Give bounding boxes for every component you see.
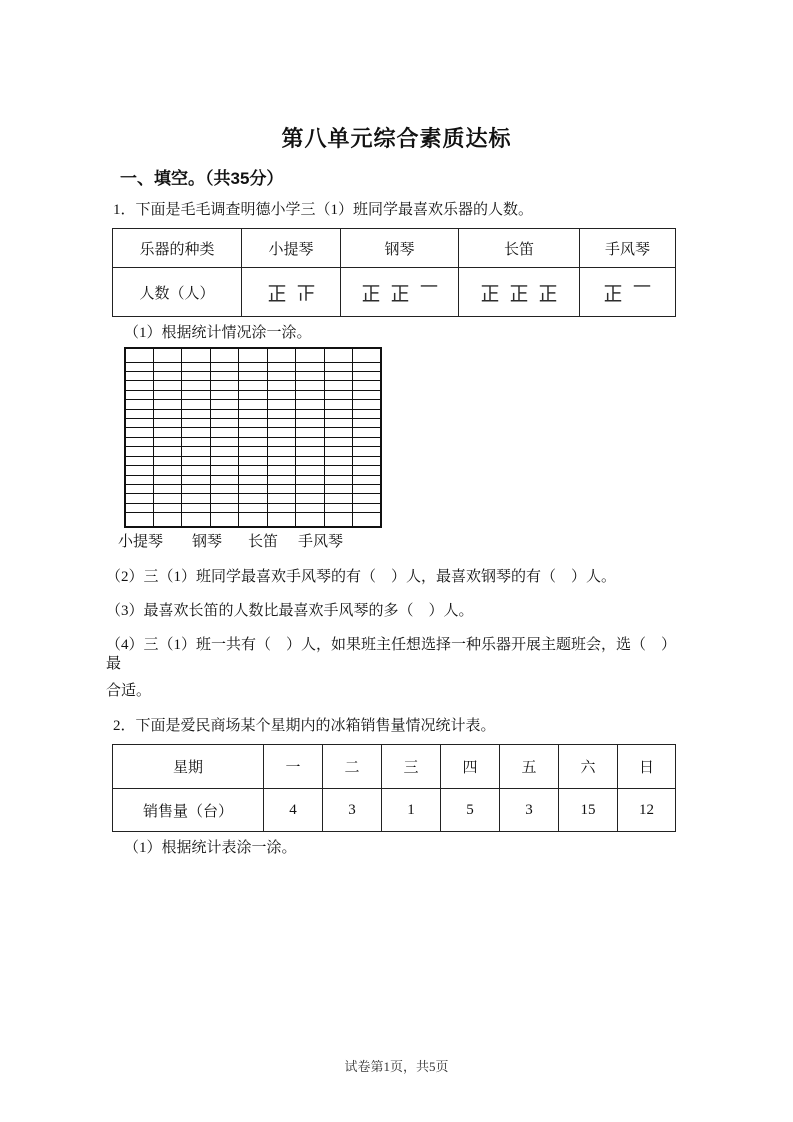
grid-cell — [353, 513, 382, 527]
grid-cell — [296, 419, 324, 428]
grid-cell — [324, 475, 352, 484]
page-content — [106, 0, 687, 858]
grid-cell — [153, 372, 181, 381]
day-sat: 六 — [559, 745, 618, 789]
grid-row — [125, 475, 381, 484]
grid-cell — [324, 400, 352, 409]
question-1-sub-3: （3）最喜欢长笛的人数比最喜欢手风琴的多（ ）人。 — [106, 603, 474, 619]
sales-thu: 5 — [441, 789, 500, 832]
instrument-type-header: 乐器的种类 — [113, 229, 242, 268]
grid-row — [125, 372, 381, 381]
tally-flute — [459, 268, 579, 316]
grid-cell — [125, 475, 153, 484]
grid-row — [125, 348, 381, 362]
grid-cell — [239, 437, 267, 446]
grid-cell — [153, 456, 181, 465]
grid-row — [125, 466, 381, 475]
grid-row — [125, 381, 381, 390]
grid-cell — [182, 437, 210, 446]
grid-cell — [153, 390, 181, 399]
grid-cell — [353, 409, 382, 418]
grid-cell — [239, 409, 267, 418]
grid-cell — [182, 419, 210, 428]
grid-label-accordion: 手风琴 — [298, 534, 344, 550]
grid-cell — [153, 381, 181, 390]
grid-cell — [353, 400, 382, 409]
grid-row — [125, 494, 381, 503]
grid-cell — [296, 513, 324, 527]
tally-mark — [538, 281, 558, 304]
grid-cell — [125, 456, 153, 465]
table-row — [113, 789, 676, 832]
grid-cell — [125, 362, 153, 371]
day-fri: 五 — [500, 745, 559, 789]
grid-cell — [353, 419, 382, 428]
grid-cell — [324, 419, 352, 428]
grid-label-violin: 小提琴 — [118, 534, 164, 550]
grid-cell — [210, 381, 238, 390]
grid-cell — [324, 390, 352, 399]
people-count-header: 人数（人） — [113, 268, 242, 317]
instrument-violin-header: 小提琴 — [242, 229, 341, 268]
tally-accordion — [580, 268, 675, 316]
tally-mark — [296, 281, 316, 304]
grid-row — [125, 400, 381, 409]
grid-cell — [324, 437, 352, 446]
instruments-survey-table — [112, 228, 676, 317]
grid-axis-labels — [106, 528, 376, 552]
grid-cell — [267, 409, 295, 418]
grid-row — [125, 419, 381, 428]
grid-cell — [324, 381, 352, 390]
grid-cell — [239, 456, 267, 465]
grid-cell — [353, 390, 382, 399]
grid-cell — [353, 348, 382, 362]
grid-cell — [182, 428, 210, 437]
question-2-sub-1: （1）根据统计表涂一涂。 — [124, 840, 297, 856]
grid-cell — [239, 400, 267, 409]
sales-wed: 1 — [382, 789, 441, 832]
grid-cell — [267, 503, 295, 512]
grid-cell — [267, 494, 295, 503]
grid-cell — [210, 447, 238, 456]
grid-cell — [239, 362, 267, 371]
grid-cell — [296, 494, 324, 503]
grid-cell — [267, 348, 295, 362]
grid-row — [125, 437, 381, 446]
tally-mark — [632, 281, 652, 304]
grid-cell — [324, 372, 352, 381]
grid-cell — [182, 348, 210, 362]
tally-mark — [419, 281, 439, 304]
grid-cell — [239, 428, 267, 437]
grid-cell — [267, 428, 295, 437]
grid-cell — [324, 447, 352, 456]
grid-cell — [125, 437, 153, 446]
grid-cell — [239, 466, 267, 475]
grid-cell — [267, 372, 295, 381]
section-heading-fill-blanks: 一、填空。（共35分） — [120, 169, 284, 188]
grid-cell — [153, 409, 181, 418]
grid-cell — [353, 484, 382, 493]
question-1-intro: 1．下面是毛毛调查明德小学三（1）班同学最喜欢乐器的人数。 — [113, 202, 534, 218]
grid-cell — [353, 503, 382, 512]
day-tue: 二 — [323, 745, 382, 789]
grid-cell — [296, 437, 324, 446]
grid-cell — [324, 428, 352, 437]
grid-cell — [210, 494, 238, 503]
tally-mark — [480, 281, 500, 304]
page-footer: 试卷第1页，共5页 — [344, 1059, 449, 1074]
grid-row — [125, 447, 381, 456]
tally-mark — [267, 281, 287, 304]
grid-cell — [296, 428, 324, 437]
tally-mark — [390, 281, 410, 304]
grid-cell — [353, 456, 382, 465]
day-thu: 四 — [441, 745, 500, 789]
grid-cell — [210, 348, 238, 362]
grid-cell — [210, 390, 238, 399]
grid-cell — [267, 447, 295, 456]
tally-piano — [341, 268, 458, 316]
tally-mark — [509, 281, 529, 304]
grid-cell — [267, 362, 295, 371]
grid-cell — [296, 475, 324, 484]
grid-row — [125, 503, 381, 512]
grid-cell — [267, 484, 295, 493]
grid-cell — [125, 447, 153, 456]
grid-cell — [210, 428, 238, 437]
grid-cell — [210, 475, 238, 484]
tally-grid-table — [124, 347, 382, 528]
grid-cell — [182, 372, 210, 381]
grid-cell — [182, 494, 210, 503]
grid-cell — [296, 381, 324, 390]
grid-row — [125, 484, 381, 493]
grid-cell — [267, 437, 295, 446]
grid-cell — [267, 513, 295, 527]
grid-cell — [239, 372, 267, 381]
grid-cell — [267, 419, 295, 428]
grid-cell — [125, 503, 153, 512]
grid-row — [125, 409, 381, 418]
day-wed: 三 — [382, 745, 441, 789]
grid-cell — [182, 362, 210, 371]
question-1-sub-1: （1）根据统计情况涂一涂。 — [124, 325, 312, 341]
grid-cell — [296, 400, 324, 409]
grid-cell — [239, 513, 267, 527]
grid-cell — [210, 362, 238, 371]
grid-cell — [210, 409, 238, 418]
grid-cell — [125, 419, 153, 428]
grid-cell — [125, 513, 153, 527]
weekday-header: 星期 — [113, 745, 264, 789]
grid-cell — [153, 475, 181, 484]
grid-cell — [182, 475, 210, 484]
question-1-sub-2: （2）三（1）班同学最喜欢手风琴的有（ ）人，最喜欢钢琴的有（ ）人。 — [106, 569, 617, 585]
sales-sat: 15 — [559, 789, 618, 832]
grid-cell — [210, 503, 238, 512]
grid-cell — [153, 362, 181, 371]
grid-cell — [296, 484, 324, 493]
grid-cell — [296, 503, 324, 512]
grid-row — [125, 513, 381, 527]
grid-cell — [267, 381, 295, 390]
sales-mon: 4 — [264, 789, 323, 832]
grid-cell — [324, 409, 352, 418]
grid-row — [125, 390, 381, 399]
grid-cell — [182, 484, 210, 493]
grid-cell — [353, 475, 382, 484]
grid-cell — [153, 348, 181, 362]
grid-cell — [210, 466, 238, 475]
grid-cell — [267, 390, 295, 399]
grid-cell — [153, 484, 181, 493]
grid-cell — [353, 362, 382, 371]
table-row — [113, 229, 676, 268]
grid-cell — [324, 348, 352, 362]
grid-cell — [353, 447, 382, 456]
grid-cell — [153, 447, 181, 456]
table-row — [113, 745, 676, 789]
grid-cell — [296, 447, 324, 456]
tally-mark — [361, 281, 381, 304]
grid-label-piano: 钢琴 — [192, 534, 223, 550]
grid-cell — [239, 484, 267, 493]
grid-cell — [239, 390, 267, 399]
grid-cell — [210, 484, 238, 493]
grid-cell — [182, 503, 210, 512]
question-1-sub-4-line-1: （4）三（1）班一共有（ ）人，如果班主任想选择一种乐器开展主题班会，选（ ）最 — [106, 637, 677, 672]
grid-cell — [153, 419, 181, 428]
grid-cell — [182, 400, 210, 409]
grid-cell — [296, 348, 324, 362]
grid-cell — [239, 503, 267, 512]
sales-table — [112, 744, 676, 832]
grid-cell — [125, 400, 153, 409]
grid-cell — [324, 466, 352, 475]
grid-cell — [353, 381, 382, 390]
grid-cell — [296, 362, 324, 371]
grid-cell — [182, 456, 210, 465]
coloring-grid — [124, 347, 382, 528]
question-2-intro: 2．下面是爱民商场某个星期内的冰箱销售量情况统计表。 — [113, 718, 496, 734]
grid-cell — [125, 372, 153, 381]
sales-fri: 3 — [500, 789, 559, 832]
grid-cell — [239, 447, 267, 456]
grid-cell — [125, 348, 153, 362]
instrument-piano-header: 钢琴 — [341, 229, 459, 268]
grid-cell — [353, 428, 382, 437]
grid-cell — [296, 409, 324, 418]
sales-volume-header: 销售量（台） — [113, 789, 264, 832]
instrument-flute-header: 长笛 — [459, 229, 580, 268]
grid-row — [125, 362, 381, 371]
sales-tue: 3 — [323, 789, 382, 832]
instrument-accordion-header: 手风琴 — [580, 229, 676, 268]
tally-violin — [242, 268, 340, 316]
grid-cell — [153, 428, 181, 437]
grid-label-flute: 长笛 — [248, 534, 279, 550]
grid-cell — [153, 400, 181, 409]
grid-cell — [153, 437, 181, 446]
grid-cell — [353, 466, 382, 475]
day-mon: 一 — [264, 745, 323, 789]
grid-cell — [210, 513, 238, 527]
grid-cell — [239, 348, 267, 362]
page-title: 第八单元综合素质达标 — [281, 126, 512, 151]
grid-cell — [210, 400, 238, 409]
grid-cell — [353, 372, 382, 381]
grid-cell — [182, 409, 210, 418]
grid-cell — [239, 475, 267, 484]
grid-cell — [125, 409, 153, 418]
table-row — [113, 268, 676, 317]
grid-cell — [182, 447, 210, 456]
grid-cell — [324, 484, 352, 493]
grid-cell — [267, 475, 295, 484]
grid-cell — [182, 390, 210, 399]
grid-cell — [125, 484, 153, 493]
grid-row — [125, 428, 381, 437]
sales-sun: 12 — [618, 789, 676, 832]
grid-cell — [153, 513, 181, 527]
grid-cell — [267, 456, 295, 465]
grid-cell — [125, 428, 153, 437]
grid-row — [125, 456, 381, 465]
grid-cell — [210, 456, 238, 465]
grid-cell — [296, 372, 324, 381]
grid-cell — [125, 494, 153, 503]
grid-cell — [153, 503, 181, 512]
grid-cell — [182, 466, 210, 475]
grid-cell — [182, 513, 210, 527]
grid-cell — [153, 494, 181, 503]
grid-cell — [210, 372, 238, 381]
grid-cell — [353, 437, 382, 446]
grid-cell — [324, 362, 352, 371]
grid-cell — [210, 419, 238, 428]
grid-cell — [353, 494, 382, 503]
grid-cell — [296, 466, 324, 475]
grid-cell — [239, 494, 267, 503]
grid-cell — [324, 513, 352, 527]
day-sun: 日 — [618, 745, 676, 789]
grid-cell — [324, 494, 352, 503]
grid-cell — [267, 466, 295, 475]
grid-cell — [125, 466, 153, 475]
grid-cell — [125, 381, 153, 390]
grid-cell — [125, 390, 153, 399]
grid-cell — [296, 456, 324, 465]
grid-cell — [210, 437, 238, 446]
grid-cell — [239, 381, 267, 390]
grid-cell — [153, 466, 181, 475]
question-1-sub-4-line-2: 合适。 — [106, 683, 152, 699]
grid-cell — [324, 456, 352, 465]
tally-mark — [603, 281, 623, 304]
grid-cell — [267, 400, 295, 409]
grid-cell — [324, 503, 352, 512]
grid-cell — [182, 381, 210, 390]
grid-cell — [239, 419, 267, 428]
grid-cell — [296, 390, 324, 399]
